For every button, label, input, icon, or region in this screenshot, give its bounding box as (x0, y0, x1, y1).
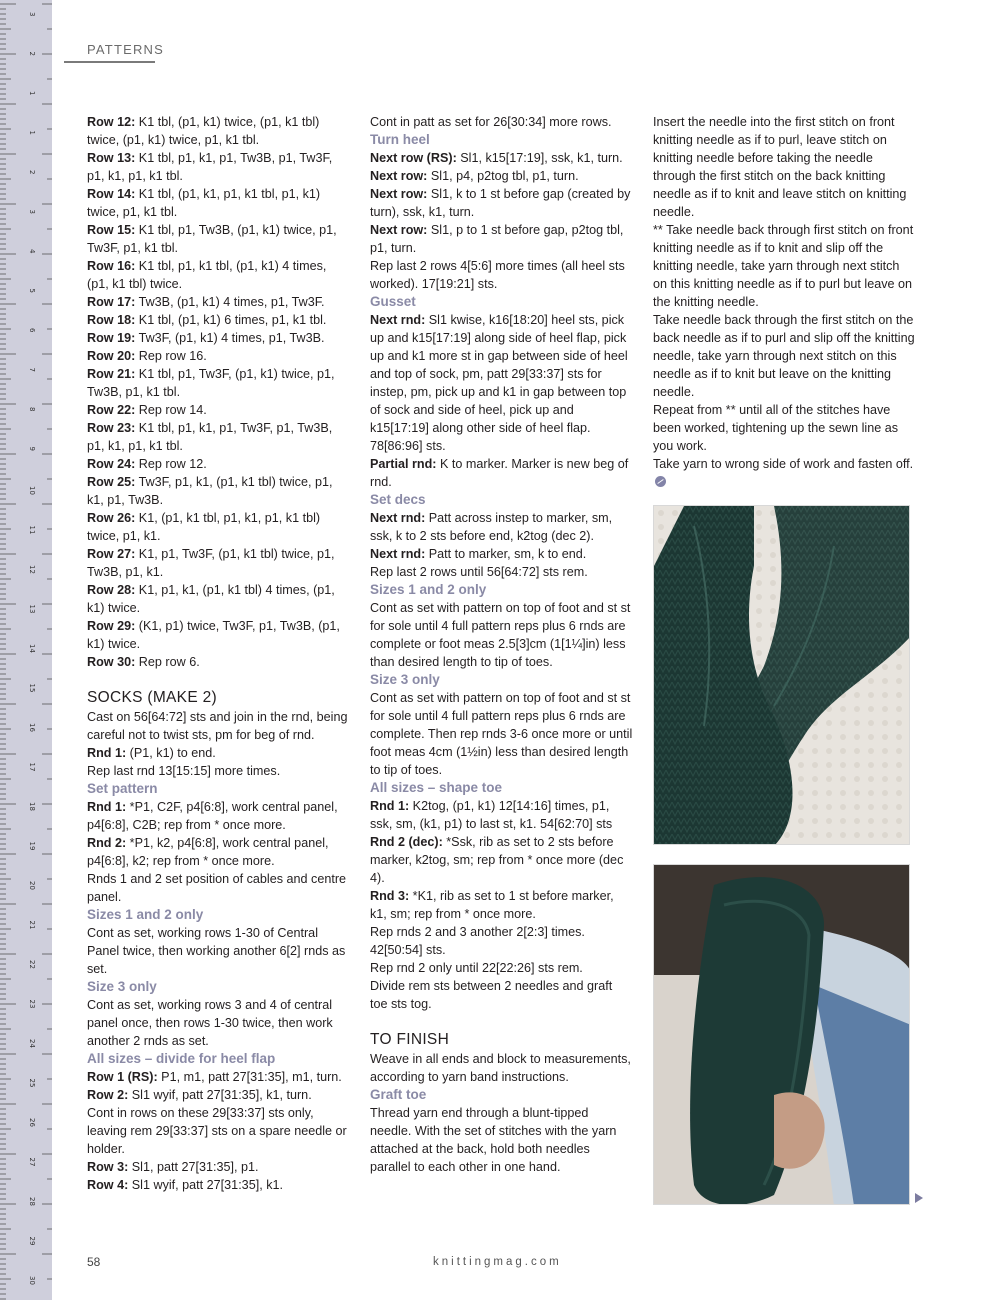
instruction-text: K1 tbl, (p1, k1, p1, k1 tbl, p1, k1) twice, p1, k1 tbl. (87, 187, 321, 219)
instruction-text: Rep last 2 rows 4[5:6] more times (all heel sts worked). 17[19:21] sts. (370, 259, 625, 291)
instruction-text: Rep row 16. (135, 349, 207, 363)
instruction-paragraph (87, 1176, 349, 1194)
instruction-paragraph (87, 473, 349, 509)
instruction-text: Rep row 12. (135, 457, 207, 471)
instruction-label: Row 17: (87, 295, 136, 309)
instruction-label: Rnd 3: (370, 889, 410, 903)
ruler-label: 1 (28, 130, 36, 135)
instruction-paragraph (87, 1068, 349, 1086)
site-url[interactable]: knittingmag.com (433, 1256, 562, 1268)
instruction-label: Row 25: (87, 475, 136, 489)
instruction-text: Take yarn to wrong side of work and fasten off. (653, 457, 914, 471)
instruction-label: Next row: (370, 187, 428, 201)
instruction-paragraph (370, 149, 633, 167)
instruction-text: K1 tbl, p1, k1, p1, Tw3F, p1, Tw3B, p1, k1, p1, k1 tbl. (87, 421, 333, 453)
ruler-label: 29 (28, 1236, 36, 1246)
instruction-text: Repeat from ** until all of the stitches have been worked, tightening up the sewn line as you work. (653, 403, 899, 453)
ruler-label: 6 (28, 328, 36, 333)
photo-sock-sole (653, 864, 910, 1205)
instruction-text: P1, m1, patt 27[31:35], m1, turn. (157, 1070, 342, 1084)
instruction-label: Row 18: (87, 313, 136, 327)
instruction-label: Row 23: (87, 421, 136, 435)
subheading: Size 3 only (87, 979, 157, 994)
instruction-paragraph (370, 221, 633, 257)
instruction-paragraph (370, 599, 633, 671)
subheading: Turn heel (370, 132, 430, 147)
instruction-paragraph (87, 401, 349, 419)
instruction-text: K1 tbl, (p1, k1) twice, (p1, k1 tbl) twice, (p1, k1) twice, p1, k1 tbl. (87, 115, 320, 147)
instruction-label: Rnd 1: (87, 800, 127, 814)
ruler-label: 1 (28, 91, 36, 96)
ruler-label: 12 (28, 565, 36, 574)
instruction-label: Next row: (370, 169, 428, 183)
instruction-paragraph (370, 509, 633, 545)
ruler-label: 17 (28, 762, 36, 772)
ruler-label: 9 (28, 446, 36, 451)
ruler-label: 28 (28, 1197, 36, 1206)
instruction-text: Rep row 14. (135, 403, 207, 417)
instruction-paragraph (370, 797, 633, 833)
instruction-text: Sl1, p to 1 st before gap, p2tog tbl, p1, turn. (370, 223, 624, 255)
instruction-label: Row 27: (87, 547, 136, 561)
instruction-paragraph (87, 329, 349, 347)
instruction-text: Sl1, k to 1 st before gap (created by turn), ssk, k1, turn. (370, 187, 631, 219)
instruction-label: Row 14: (87, 187, 136, 201)
ruler-label: 26 (28, 1118, 36, 1127)
ruler-ticks (0, 0, 52, 1300)
instruction-label: Row 30: (87, 655, 136, 669)
ruler-label: 3 (28, 12, 36, 17)
instruction-text: ** Take needle back through first stitch on front knitting needle as if to knit and slip off the knitting needle, take yarn through next stitch on this knitting needle as if to purl but leave on the knitting needle. (653, 223, 914, 309)
ruler-label: 15 (28, 683, 36, 693)
instruction-paragraph (87, 1086, 349, 1104)
instruction-text: Weave in all ends and block to measurements, according to yarn band instructions. (370, 1052, 631, 1084)
instruction-text: Cast on 56[64:72] sts and join in the rnd, being careful not to twist sts, pm for beg of rnd. (87, 710, 348, 742)
instruction-paragraph (87, 1104, 349, 1158)
instruction-label: Rnd 2: (87, 836, 127, 850)
instruction-paragraph (370, 923, 633, 959)
instruction-text: Sl1, p4, p2tog tbl, p1, turn. (427, 169, 579, 183)
page-number: 58 (87, 1255, 101, 1269)
instruction-text: *P1, k2, p4[6:8], work central panel, p4[6:8], k2; rep from * once more. (87, 836, 329, 868)
instruction-paragraph (370, 1050, 633, 1086)
instruction-label: Row 16: (87, 259, 136, 273)
photo-socks-top (653, 505, 910, 845)
instruction-paragraph (370, 455, 633, 491)
instruction-label: Row 28: (87, 583, 136, 597)
column-3 (653, 113, 915, 491)
instruction-paragraph (370, 887, 633, 923)
instruction-text: Rep rnds 2 and 3 another 2[2:3] times. 42[50:54] sts. (370, 925, 585, 957)
instruction-text: Sl1, patt 27[31:35], p1. (128, 1160, 259, 1174)
instruction-paragraph (87, 257, 349, 293)
instruction-paragraph (87, 653, 349, 671)
instruction-paragraph (87, 221, 349, 257)
instruction-text: Sl1 wyif, patt 27[31:35], k1, turn. (128, 1088, 312, 1102)
ruler-label: 25 (28, 1078, 36, 1088)
section-heading: SOCKS (MAKE 2) (87, 689, 217, 706)
instruction-paragraph (87, 365, 349, 401)
instruction-text: K1 tbl, p1, Tw3F, (p1, k1) twice, p1, Tw3B, p1, k1 tbl. (87, 367, 335, 399)
ruler-label: 30 (28, 1276, 36, 1285)
ruler-label: 4 (28, 249, 36, 254)
instruction-paragraph (87, 293, 349, 311)
instruction-label: Row 21: (87, 367, 136, 381)
instruction-text: Rep row 6. (135, 655, 200, 669)
instruction-label: Row 15: (87, 223, 136, 237)
instruction-paragraph (653, 221, 915, 311)
instruction-text: Rep last rnd 13[15:15] more times. (87, 764, 281, 778)
ruler-label: 24 (28, 1039, 36, 1048)
instruction-label: Row 13: (87, 151, 136, 165)
subheading: Graft toe (370, 1087, 427, 1102)
instruction-label: Rnd 2 (dec): (370, 835, 443, 849)
instruction-text: Cont as set, working rows 3 and 4 of central panel once, then rows 1-30 twice, then work another 2 rnds as set. (87, 998, 333, 1048)
instruction-paragraph (87, 149, 349, 185)
section-heading: TO FINISH (370, 1031, 450, 1048)
instruction-paragraph (370, 545, 633, 563)
instruction-text: K to marker. Marker is new beg of rnd. (370, 457, 629, 489)
instruction-text: *Ssk, rib as set to 2 sts before marker, k2tog, sm; rep from * once more (dec 4). (370, 835, 624, 885)
next-page-arrow-icon[interactable] (915, 1193, 923, 1203)
ruler-label: 20 (28, 881, 36, 890)
instruction-text: *K1, rib as set to 1 st before marker, k1, sm; rep from * once more. (370, 889, 614, 921)
instruction-paragraph (87, 1158, 349, 1176)
instruction-text: Rep rnd 2 only until 22[22:26] sts rem. (370, 961, 583, 975)
instruction-paragraph (370, 833, 633, 887)
subheading: Gusset (370, 294, 416, 309)
instruction-label: Row 19: (87, 331, 136, 345)
instruction-paragraph (87, 347, 349, 365)
instruction-text: Tw3F, p1, k1, (p1, k1 tbl) twice, p1, k1, p1, Tw3B. (87, 475, 333, 507)
instruction-text: Cont as set with pattern on top of foot and st st for sole until 4 full pattern reps plus 6 rnds are complete. Then rep rnds 3-6 once more or until foot meas 4cm (1½in) less than desired length to tip of toes. (370, 691, 633, 777)
instruction-paragraph (370, 113, 633, 131)
instruction-text: Rep last 2 rows until 56[64:72] sts rem. (370, 565, 588, 579)
instruction-paragraph (653, 113, 915, 221)
ruler-label: 3 (28, 209, 36, 214)
instruction-text: K2tog, (p1, k1) 12[14:16] times, p1, ssk, sm, (k1, p1) to last st, k1. 54[62:70] sts (370, 799, 613, 831)
instruction-paragraph (87, 708, 349, 744)
instruction-label: Next row: (370, 223, 428, 237)
page-ruler (0, 0, 52, 1300)
instruction-paragraph (370, 311, 633, 455)
instruction-text: Take needle back through the first stitch on the back needle as if to purl and slip off the knitting needle, take yarn through next stitch on this needle as if to knit but leave on the knitting needle. (653, 313, 915, 399)
instruction-paragraph (87, 762, 349, 780)
instruction-paragraph (87, 924, 349, 978)
instruction-text: Patt across instep to marker, sm, ssk, k to 2 sts before end, k2tog (dec 2). (370, 511, 613, 543)
instruction-text: K1 tbl, p1, k1, p1, Tw3B, p1, Tw3F, p1, k1, p1, k1 tbl. (87, 151, 333, 183)
instruction-paragraph (370, 689, 633, 779)
instruction-paragraph (653, 311, 915, 401)
instruction-paragraph (87, 996, 349, 1050)
subheading: Sizes 1 and 2 only (370, 582, 487, 597)
instruction-label: Next row (RS): (370, 151, 457, 165)
instruction-label: Row 12: (87, 115, 136, 129)
instruction-paragraph (87, 311, 349, 329)
ruler-label: 2 (28, 51, 36, 56)
instruction-text: K1 tbl, (p1, k1) 6 times, p1, k1 tbl. (135, 313, 327, 327)
instruction-paragraph (653, 455, 915, 491)
instruction-paragraph (87, 744, 349, 762)
instruction-text: Cont in patt as set for 26[30:34] more rows. (370, 115, 612, 129)
instruction-text: Sl1 wyif, patt 27[31:35], k1. (128, 1178, 283, 1192)
instruction-label: Rnd 1: (87, 746, 127, 760)
ruler-label: 14 (28, 644, 36, 653)
subheading: Sizes 1 and 2 only (87, 907, 204, 922)
instruction-paragraph (370, 1104, 633, 1176)
instruction-paragraph (87, 509, 349, 545)
instruction-paragraph (653, 401, 915, 455)
column-1 (87, 113, 349, 1194)
instruction-paragraph (87, 185, 349, 221)
instruction-paragraph (370, 977, 633, 1013)
instruction-text: Rnds 1 and 2 set position of cables and centre panel. (87, 872, 347, 904)
instruction-paragraph (87, 617, 349, 653)
instruction-paragraph (370, 257, 633, 293)
instruction-text: Cont as set, working rows 1-30 of Central Panel twice, then working another 6[2] rnds as set. (87, 926, 346, 976)
instruction-paragraph (87, 545, 349, 581)
instruction-label: Next rnd: (370, 547, 426, 561)
yarn-ball-icon (655, 476, 666, 487)
subheading: Set decs (370, 492, 426, 507)
instruction-label: Row 22: (87, 403, 136, 417)
instruction-text: Sl1 kwise, k16[18:20] heel sts, pick up and k15[17:19] along side of heel flap, pick up and k1 more st in gap between side of heel and top of sock, pm, patt 29[33:37] sts for instep, pm, pick up and k1 in gap between top of sock and side of heel, pick up and k15[17:19] along other side of heel flap. 78[86:96] sts. (370, 313, 628, 453)
instruction-paragraph (370, 185, 633, 221)
instruction-text: Cont in rows on these 29[33:37] sts only, leaving rem 29[33:37] sts on a spare needle or holder. (87, 1106, 347, 1156)
section-underline (64, 61, 155, 63)
instruction-text: K1 tbl, p1, Tw3B, (p1, k1) twice, p1, Tw3F, p1, k1 tbl. (87, 223, 337, 255)
column-2 (370, 113, 633, 1176)
instruction-paragraph (87, 419, 349, 455)
subheading: All sizes – shape toe (370, 780, 503, 795)
instruction-text: (P1, k1) to end. (126, 746, 216, 760)
instruction-text: K1, (p1, k1 tbl, p1, k1, p1, k1 tbl) twice, p1, k1. (87, 511, 321, 543)
instruction-label: Partial rnd: (370, 457, 437, 471)
ruler-label: 2 (28, 170, 36, 175)
instruction-paragraph (87, 455, 349, 473)
instruction-text: K1 tbl, p1, k1 tbl, (p1, k1) 4 times, (p1, k1 tbl) twice. (87, 259, 327, 291)
instruction-paragraph (87, 798, 349, 834)
instruction-text: Divide rem sts between 2 needles and graft toe sts tog. (370, 979, 613, 1011)
ruler-label: 19 (28, 841, 36, 851)
ruler-label: 10 (28, 486, 36, 495)
instruction-label: Row 24: (87, 457, 136, 471)
ruler-label: 27 (28, 1157, 36, 1167)
instruction-label: Rnd 1: (370, 799, 410, 813)
instruction-text: Sl1, k15[17:19], ssk, k1, turn. (456, 151, 623, 165)
instruction-text: Insert the needle into the first stitch on front knitting needle as if to purl, leave stitch on knitting needle before taking the needle through the first stitch on the back knitting needle as if to knit and leave stitch on knitting needle. (653, 115, 907, 219)
instruction-text: Tw3F, (p1, k1) 4 times, p1, Tw3B. (135, 331, 325, 345)
instruction-paragraph (87, 834, 349, 870)
instruction-paragraph (370, 959, 633, 977)
instruction-label: Row 20: (87, 349, 136, 363)
ruler-label: 21 (28, 920, 36, 930)
instruction-label: Next rnd: (370, 313, 426, 327)
instruction-paragraph (370, 563, 633, 581)
instruction-text: K1, p1, k1, (p1, k1 tbl) 4 times, (p1, k1) twice. (87, 583, 335, 615)
ruler-label: 7 (28, 367, 36, 372)
instruction-label: Row 2: (87, 1088, 129, 1102)
instruction-label: Row 4: (87, 1178, 129, 1192)
instruction-label: Row 1 (RS): (87, 1070, 158, 1084)
instruction-text: Patt to marker, sm, k to end. (425, 547, 587, 561)
instruction-text: *P1, C2F, p4[6:8], work central panel, p4[6:8], C2B; rep from * once more. (87, 800, 338, 832)
ruler-label: 11 (28, 525, 36, 535)
ruler-label: 8 (28, 407, 36, 412)
subheading: Set pattern (87, 781, 158, 796)
instruction-text: Tw3B, (p1, k1) 4 times, p1, Tw3F. (135, 295, 325, 309)
subheading: Size 3 only (370, 672, 440, 687)
instruction-paragraph (87, 870, 349, 906)
instruction-paragraph (370, 167, 633, 185)
instruction-text: Thread yarn end through a blunt-tipped needle. With the set of stitches with the yarn attached at the back, hold both needles parallel to each other in one hand. (370, 1106, 617, 1174)
instruction-paragraph (87, 581, 349, 617)
instruction-text: K1, p1, Tw3F, (p1, k1 tbl) twice, p1, Tw3B, p1, k1. (87, 547, 335, 579)
instruction-label: Next rnd: (370, 511, 426, 525)
instruction-label: Row 26: (87, 511, 136, 525)
ruler-label: 16 (28, 723, 36, 732)
ruler-label: 18 (28, 802, 36, 811)
ruler-label: 13 (28, 604, 36, 614)
subheading: All sizes – divide for heel flap (87, 1051, 276, 1066)
instruction-paragraph (87, 113, 349, 149)
section-label: PATTERNS (87, 42, 165, 57)
ruler-label: 5 (28, 288, 36, 293)
instruction-label: Row 3: (87, 1160, 129, 1174)
ruler-label: 23 (28, 999, 36, 1009)
instruction-text: (K1, p1) twice, Tw3F, p1, Tw3B, (p1, k1) twice. (87, 619, 340, 651)
ruler-label: 22 (28, 960, 36, 969)
instruction-text: Cont as set with pattern on top of foot and st st for sole until 4 full pattern reps plus 6 rnds are complete or foot meas 2.5[3]cm (1[1¼]in) less than desired length to tip of toes. (370, 601, 631, 669)
instruction-label: Row 29: (87, 619, 136, 633)
